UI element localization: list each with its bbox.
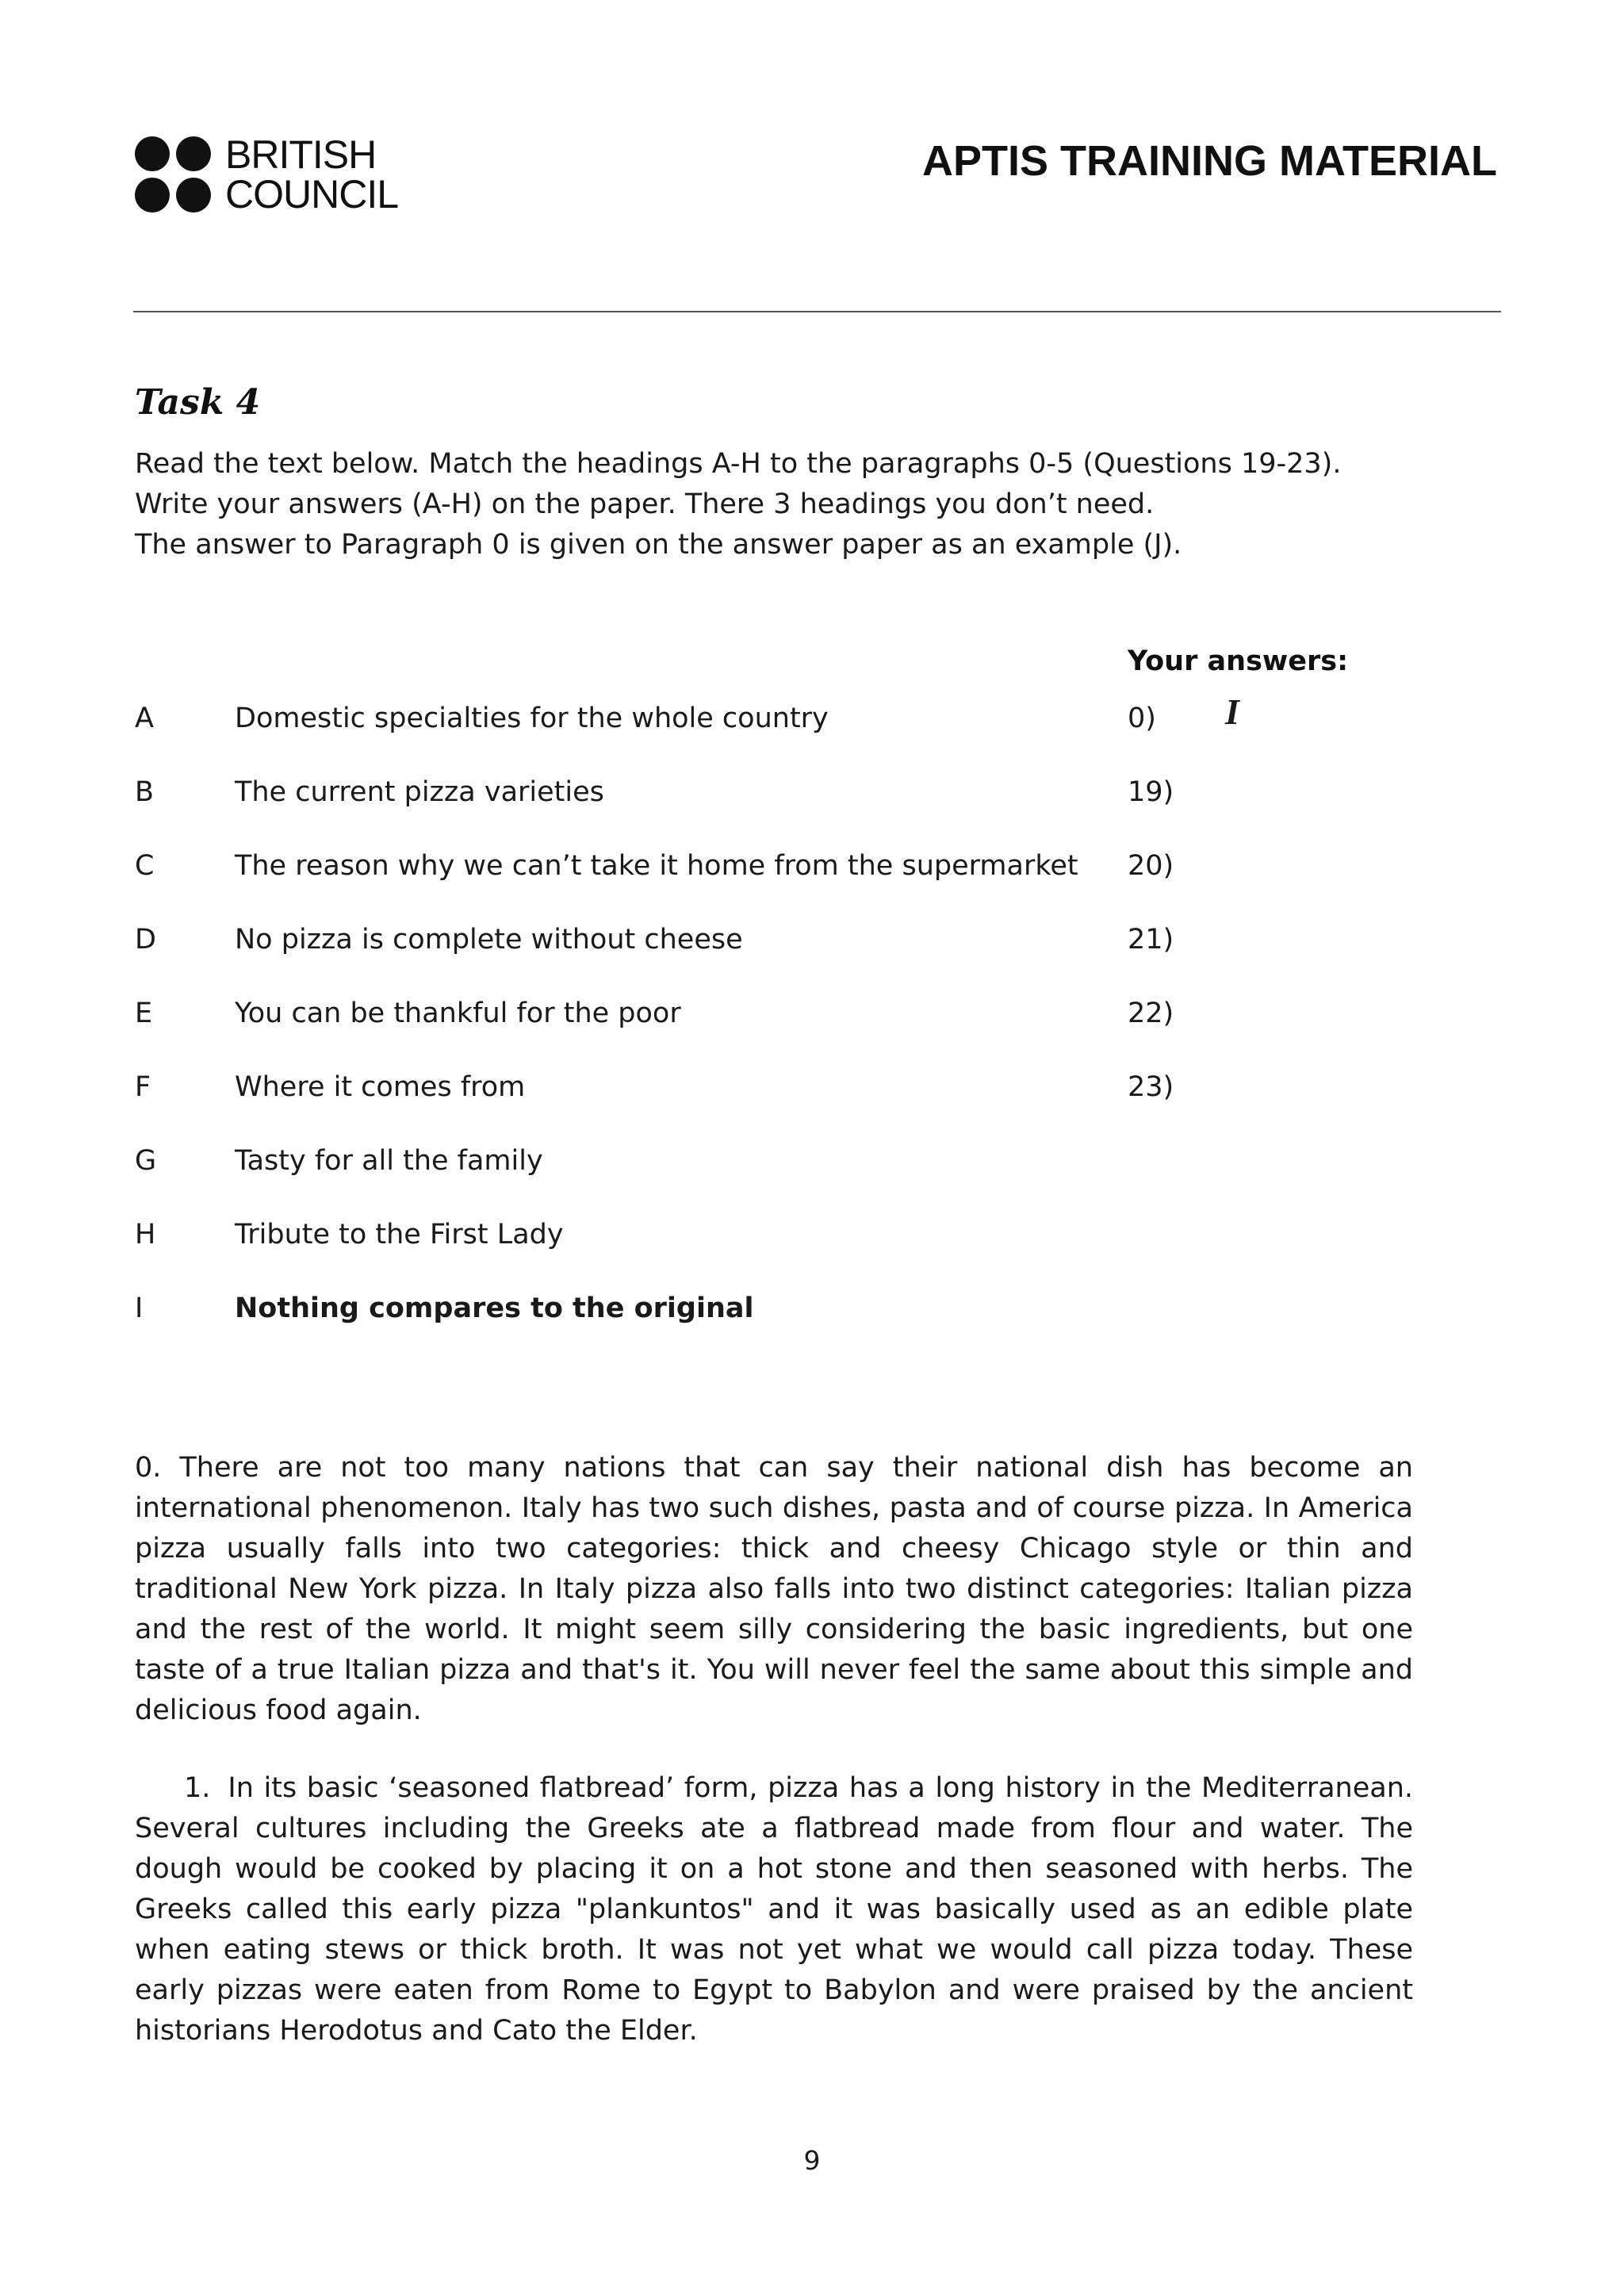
answer-number: 21) [1128,924,1174,956]
paragraph-number: 1. [184,1772,211,1804]
heading-letter: F [135,1071,151,1103]
answer-value: I [1225,691,1239,732]
page-number: 9 [803,2145,821,2176]
paragraph-text: In its basic ‘seasoned flatbread’ form, pizza has a long history in the Mediterranean. Several cultures including the Greeks ate a flatbread made from flour and water. The dough would be cooked by placing it on a hot stone and then seasoned with herbs. The Greeks called this early pizza "plankuntos" and it was basically used as an edible plate when eating stews or thick broth. It was not yet what we would call pizza today. These early pizzas were eaten from Rome to Egypt to Babylon and were praised by the ancient historians Herodotus and Cato the Elder. [135,1772,1413,2047]
heading-row-f [135,1063,1483,1137]
heading-text: The current pizza varieties [235,776,604,808]
answer-number: 0) [1128,703,1156,734]
headings-list [135,691,1483,1358]
paragraph-number: 0. [135,1452,162,1484]
heading-letter: A [135,703,154,734]
logo-line-1: BRITISH [225,132,377,177]
heading-text: Nothing compares to the original [235,1293,754,1324]
heading-row-h [135,1211,1483,1285]
answer-number: 20) [1128,850,1174,882]
heading-text: You can be thankful for the poor [235,998,681,1029]
paragraph-0 [135,1448,1413,1731]
logo-line-2: COUNCIL [225,172,399,216]
heading-text: Tribute to the First Lady [235,1219,564,1250]
heading-text: Domestic specialties for the whole country [235,703,829,734]
paragraph-1 [135,1768,1413,2051]
heading-row-b [135,768,1483,842]
answers-label: Your answers: [1128,645,1349,677]
logo-dots-icon [135,136,211,213]
heading-letter: C [135,850,155,882]
heading-letter: I [135,1293,144,1324]
header-divider [133,311,1501,312]
heading-row-a [135,691,1483,768]
heading-letter: H [135,1219,156,1250]
paragraph-text: There are not too many nations that can say their national dish has become an international phenomenon. Italy has two such dishes, pasta and of course pizza. In America pizza usually falls into two categories: thick and cheesy Chicago style or thin and traditional New York pizza. In Italy pizza also falls into two distinct categories: Italian pizza and the rest of the world. It might seem silly considering the basic ingredients, but one taste of a true Italian pizza and that's it. You will never feel the same about this simple and delicious food again. [135,1452,1413,1726]
heading-letter: G [135,1145,157,1177]
answer-number: 23) [1128,1071,1174,1103]
heading-row-g [135,1137,1483,1211]
task-instructions [135,444,1419,565]
instruction-line-2: The answer to Paragraph 0 is given on the answer paper as an example (J). [135,529,1182,561]
heading-letter: E [135,998,153,1029]
task-title: Task 4 [135,382,261,423]
heading-letter: B [135,776,155,808]
heading-text: No pizza is complete without cheese [235,924,743,956]
answer-number: 19) [1128,776,1174,808]
instruction-line-1: Read the text below. Match the headings A-H to the paragraphs 0-5 (Questions 19-23). Write your answers (A-H) on the paper. There 3 headings you don’t need. [135,448,1342,520]
heading-text: Where it comes from [235,1071,526,1103]
heading-letter: D [135,924,156,956]
heading-row-e [135,990,1483,1063]
answer-number: 22) [1128,998,1174,1029]
document-title: APTIS TRAINING MATERIAL [922,137,1497,185]
heading-row-c [135,842,1483,916]
heading-row-d [135,916,1483,990]
british-council-logo [135,132,399,216]
heading-row-i [135,1285,1483,1358]
logo-wordmark [225,132,399,216]
heading-text: Tasty for all the family [235,1145,543,1177]
heading-text: The reason why we can’t take it home from the supermarket [235,850,1078,882]
